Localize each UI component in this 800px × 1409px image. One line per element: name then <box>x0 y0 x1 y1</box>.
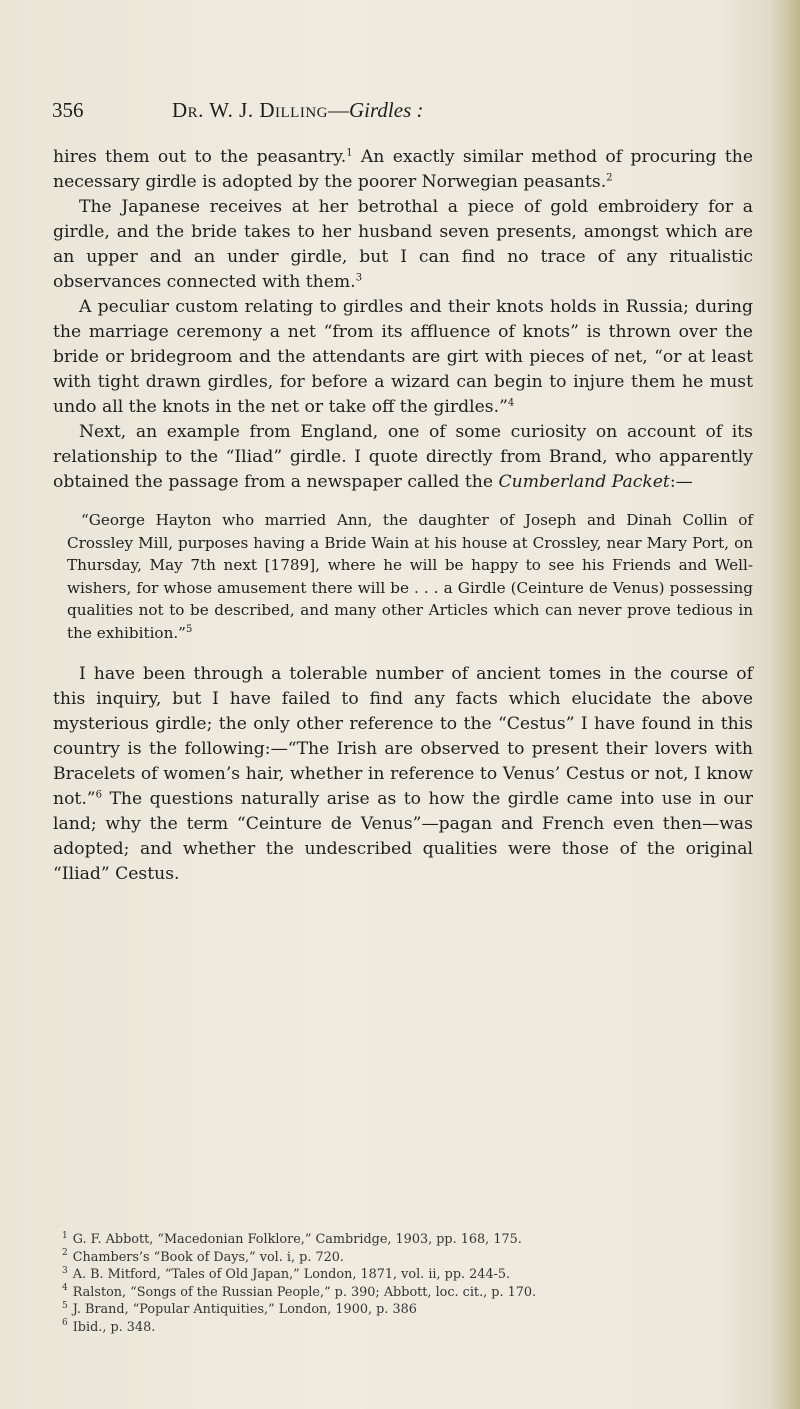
footnote-number: 5 <box>62 1300 68 1311</box>
text-run: The questions naturally arise as to how the girdle came into use in our land; why the term “Ceinture de Venus”—pagan and French even then—was adopted; and whether the undescribed qualities were those of the original “Iliad” Cestus. <box>53 789 753 884</box>
footnote <box>62 1301 752 1319</box>
footnote-number: 2 <box>62 1248 68 1259</box>
footnote-ref: 5 <box>185 623 193 635</box>
running-header <box>52 98 752 134</box>
footnote-text: G. F. Abbott, “Macedonian Folklore,” Cambridge, 1903, pp. 168, 175. <box>72 1232 522 1247</box>
newspaper-title: Cumberland Packet <box>498 472 670 492</box>
paragraph-5 <box>53 662 753 887</box>
footnote-number: 1 <box>62 1230 68 1241</box>
paragraph-2 <box>53 195 753 295</box>
footnote <box>62 1231 752 1249</box>
page-number: 356 <box>52 98 84 122</box>
footnote-number: 3 <box>62 1265 68 1276</box>
paragraph-3 <box>53 295 753 420</box>
footnote-ref: 4 <box>507 397 515 409</box>
footnote-text: Ibid., p. 348. <box>72 1319 156 1335</box>
text-run: :— <box>669 472 693 492</box>
quote-text: “George Hayton who married Ann, the daughter of Joseph and Dinah Collin of Crossley Mill, purposes having a Bride Wain at his house at Crossley, near Mary Port, on Thursday, May 7th next [1789], where he will be happy to see his Friends and Well-wishers, for whose amusement there will be . . . a Girdle (Ceinture de Venus) possessing qualities not to be described, and many other Articles which can never prove tedious in the exhibition.” <box>67 511 753 642</box>
paragraph-1 <box>53 145 753 195</box>
footnote-ref: 2 <box>606 172 613 184</box>
footnote <box>62 1319 752 1337</box>
footnote-text: Ralston, “Songs of the Russian People,” p. 390; Abbott, loc. cit., p. 170. <box>72 1284 537 1300</box>
text-run: A peculiar custom relating to girdles and their knots holds in Russia; during the marriage ceremony a net “from its affluence of knots” is thrown over the bride or bridegroom and the attendants are girt with pieces of net, “or at least with tight drawn girdles, for before a wizard can begin to injure them he must undo all the knots in the net or take off the girdles.” <box>53 297 753 417</box>
text-run: Next, an example from England, one of some curiosity on account of its relationship to the “Iliad” girdle. I quote directly from Brand, who apparently obtained the passage from a newspaper called the <box>53 422 753 492</box>
running-title <box>172 98 423 123</box>
footnotes <box>62 1231 752 1336</box>
footnote-text: Chambers’s “Book of Days,” vol. i, p. 720. <box>72 1249 344 1265</box>
text-run: hires them out to the peasantry. <box>53 147 347 167</box>
footnote-ref: 6 <box>95 789 102 801</box>
chapter-title: Girdles : <box>349 98 424 122</box>
footnote <box>62 1249 752 1267</box>
footnote-text: A. B. Mitford, “Tales of Old Japan,” London, 1871, vol. ii, pp. 244-5. <box>72 1267 511 1282</box>
footnote-text: J. Brand, “Popular Antiquities,” London, 1900, p. 386 <box>72 1302 417 1317</box>
text-run: The Japanese receives at her betrothal a piece of gold embroidery for a girdle, and the bride takes to her husband seven presents, amongst which are an upper and an under girdle, but I can find no trace of any ritualistic observances connected with them. <box>53 197 753 292</box>
footnote <box>62 1266 752 1284</box>
footnote <box>62 1284 752 1302</box>
footnote-ref: 3 <box>355 272 363 284</box>
footnote-ref: 1 <box>346 147 353 159</box>
block-quote <box>53 509 753 644</box>
title-separator: — <box>328 98 350 122</box>
page-edge-shadow <box>770 0 800 1409</box>
body-text <box>53 145 753 887</box>
text-run: An exactly similar method of procuring the necessary girdle is adopted by the poorer Norwegian peasants. <box>53 147 753 192</box>
text-run: I have been through a tolerable number of ancient tomes in the course of this inquiry, but I have failed to find any facts which elucidate the above mysterious girdle; the only other reference to the “Cestus” I have found in this country is the following:—“The Irish are observed to present their lovers with Bracelets of women’s hair, whether in reference to Venus’ Cestus or not, I know not.” <box>53 664 753 809</box>
footnote-number: 4 <box>62 1283 68 1294</box>
author-name: Dr. W. J. Dilling <box>172 98 329 122</box>
paragraph-4 <box>53 420 753 495</box>
footnote-number: 6 <box>62 1318 68 1329</box>
